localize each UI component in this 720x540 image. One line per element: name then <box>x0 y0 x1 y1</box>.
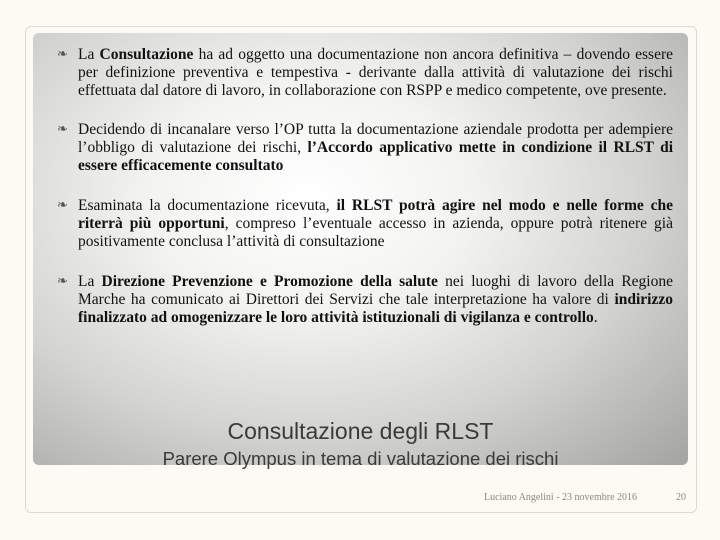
bullet-item <box>59 197 673 251</box>
leaf-ornament-icon: ❧ <box>57 47 68 62</box>
page-number: 20 <box>676 492 686 503</box>
leaf-ornament-icon: ❧ <box>57 274 68 289</box>
slide-title: Consultazione degli RLST <box>227 418 494 444</box>
bullet-text: La Consultazione ha ad oggetto una documentazione non ancora definitiva – dovendo essere per definizione preventiva e tempestiva - derivante dalla attività di valutazione dei rischi effettuata dal datore di lavoro, in collaborazione con RSPP e medico competente, ove presente. <box>78 46 673 99</box>
bullet-item <box>59 46 673 100</box>
bullet-text: La Direzione Prevenzione e Promozione della salute nei luoghi di lavoro della Regione Marche ha comunicato ai Direttori dei Servizi che tale interpretazione ha valore di indirizzo finalizzato ad omogenizzare le loro attività istituzionali di vigilanza e controllo. <box>78 273 673 326</box>
bullet-item <box>59 121 673 175</box>
leaf-ornament-icon: ❧ <box>57 122 68 137</box>
leaf-ornament-icon: ❧ <box>57 198 68 213</box>
bullet-text: Decidendo di incanalare verso l’OP tutta la documentazione aziendale prodotta per adempiere l’obbligo di valutazione dei rischi, l’Accordo applicativo mette in condizione il RLST di essere efficacemente consultato <box>78 121 674 174</box>
bullet-text: Esaminata la documentazione ricevuta, il RLST potrà agire nel modo e nelle forme che riterrà più opportuni, compreso l’eventuale accesso in azienda, oppure potrà ritenere già positivamente conclusa l’attività di consultazione <box>78 197 673 250</box>
bullet-item <box>59 273 673 327</box>
footer-author-date: Luciano Angelini - 23 novembre 2016 <box>484 492 638 503</box>
slide-subtitle: Parere Olympus in tema di valutazione dei rischi <box>162 448 559 469</box>
bullet-list <box>59 46 673 327</box>
